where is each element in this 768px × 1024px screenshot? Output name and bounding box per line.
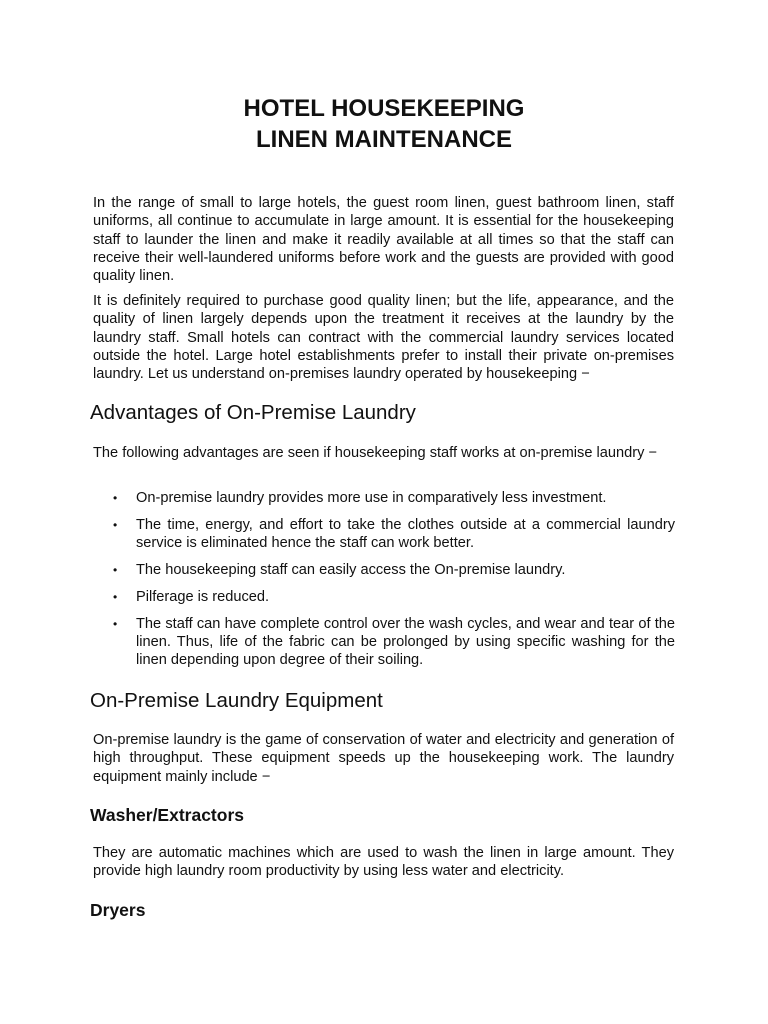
dryers-heading: Dryers: [90, 900, 146, 920]
advantages-list: [113, 489, 675, 678]
list-item-text: The housekeeping staff can easily access the On-premise laundry.: [136, 562, 566, 579]
advantages-heading: Advantages of On-Premise Laundry: [90, 401, 416, 424]
list-item-text: On-premise laundry provides more use in comparatively less investment.: [136, 490, 607, 506]
list-item: [113, 588, 675, 606]
intro-paragraph-1: In the range of small to large hotels, the guest room linen, guest bathroom linen, staff uniforms, all continue to accumulate in large amount. It is essential for the housekeeping staff to launder the linen and make it readily available at all times so that the staff can receive their well-laundered uniforms before work and the guests are provided with good quality linen.: [93, 195, 674, 285]
document-title: [0, 93, 768, 155]
bullet-icon: •: [113, 589, 118, 604]
advantages-intro: The following advantages are seen if housekeeping staff works at on-premise laundry −: [93, 445, 657, 461]
list-item-text: The staff can have complete control over the wash cycles, and wear and tear of the linen. Thus, life of the fabric can be prolonged by using specific washing for the linen depending upon degree of their soiling.: [136, 615, 675, 669]
bullet-icon: •: [113, 616, 118, 631]
bullet-icon: •: [113, 491, 118, 505]
intro-paragraph-2: It is definitely required to purchase good quality linen; but the life, appearance, and the quality of linen largely depends upon the treatment it receives at the laundry by the laundry staff. Small hotels can contract with the commercial laundry services located outside the hotel. Large hotel establishments prefer to install their private on-premises laundry. Let us understand on-premises laundry operated by housekeeping −: [93, 293, 674, 383]
equipment-intro: On-premise laundry is the game of conservation of water and electricity and generation of high throughput. These equipment speeds up the housekeeping work. The laundry equipment mainly include −: [93, 732, 674, 785]
equipment-heading: On-Premise Laundry Equipment: [90, 689, 383, 712]
list-item-text: Pilferage is reduced.: [136, 588, 270, 605]
list-item-text: The time, energy, and effort to take the clothes outside at a commercial laundry service is eliminated hence the staff can work better.: [136, 516, 675, 552]
list-item: [113, 516, 675, 553]
list-item: [113, 615, 675, 670]
bullet-icon: •: [113, 517, 118, 532]
list-item: [113, 489, 675, 507]
bullet-icon: •: [113, 563, 118, 578]
title-line-2: LINEN MAINTENANCE: [256, 126, 512, 153]
title-line-1: HOTEL HOUSEKEEPING: [243, 95, 525, 122]
washers-paragraph: They are automatic machines which are used to wash the linen in large amount. They provide high laundry room productivity by using less water and electricity.: [93, 845, 674, 880]
list-item: [113, 561, 675, 579]
washers-heading: Washer/Extractors: [90, 805, 244, 825]
